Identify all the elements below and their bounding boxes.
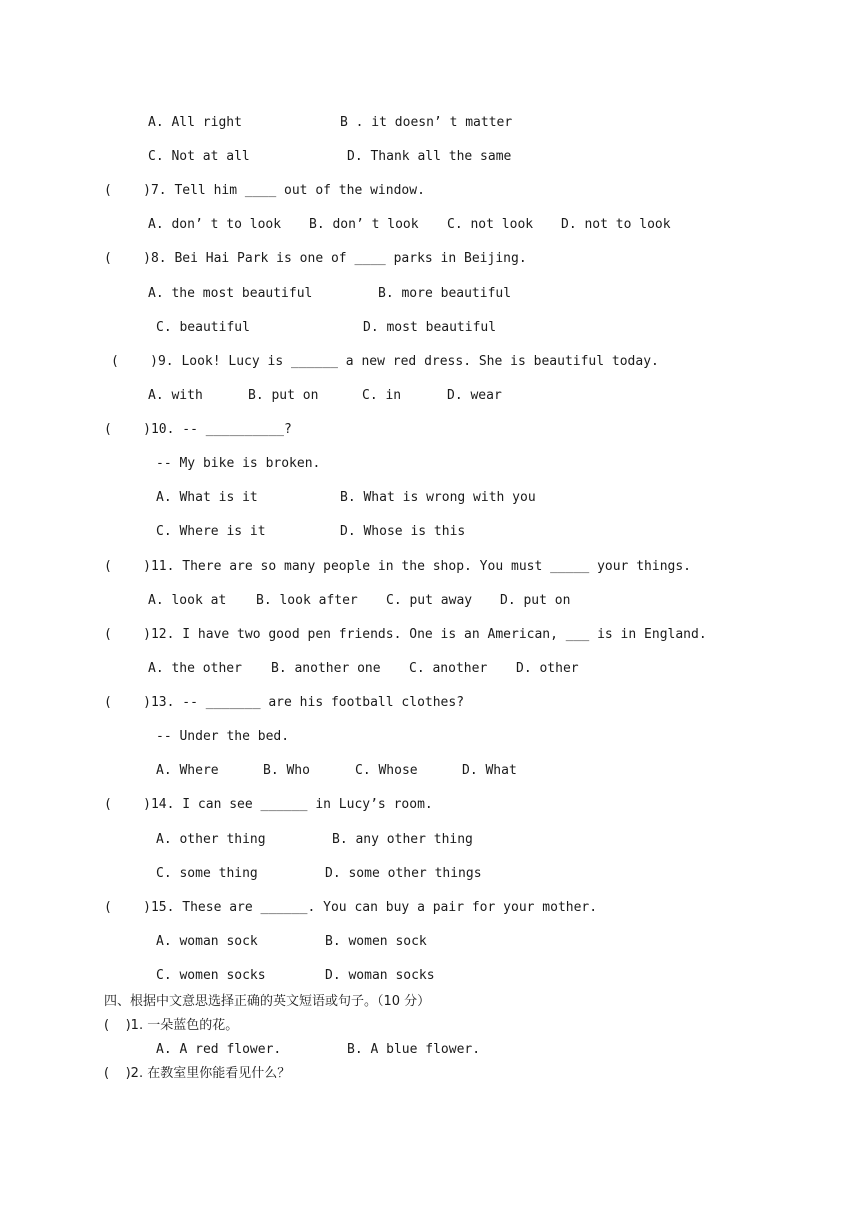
s4-q1-option-a: A. A red flower. <box>156 1042 282 1057</box>
q11-option-b: B. look after <box>256 593 358 608</box>
q13-option-b: B. Who <box>263 763 310 778</box>
q10-option-c: C. Where is it <box>156 524 266 539</box>
q13-stem: ( )13. -- _______ are his football clothes? <box>104 695 465 710</box>
q14-option-c: C. some thing <box>156 866 258 881</box>
q13-option-d: D. What <box>462 763 517 778</box>
q7-stem: ( )7. Tell him ____ out of the window. <box>104 183 425 198</box>
q11-stem: ( )11. There are so many people in the shop. You must _____ your things. <box>104 559 691 574</box>
q9-stem: ( )9. Look! Lucy is ______ a new red dress. She is beautiful today. <box>111 354 659 369</box>
s4-q1-stem: ( )1. 一朵蓝色的花。 <box>104 1018 239 1033</box>
q7-option-c: C. not look <box>447 217 534 232</box>
q8-option-a: A. the most beautiful <box>148 286 313 301</box>
q7-option-a: A. don’ t to look <box>148 217 282 232</box>
q8-stem: ( )8. Bei Hai Park is one of ____ parks in Beijing. <box>104 251 527 266</box>
q6-option-c: C. Not at all <box>148 149 250 164</box>
q9-option-b: B. put on <box>248 388 319 403</box>
q10-answer: -- My bike is broken. <box>156 456 321 471</box>
q12-option-c: C. another <box>409 661 488 676</box>
q12-option-a: A. the other <box>148 661 242 676</box>
s4-q1-option-b: B. A blue flower. <box>347 1042 481 1057</box>
s4-q2-stem: ( )2. 在教室里你能看见什么？ <box>104 1066 291 1081</box>
q8-option-d: D. most beautiful <box>363 320 497 335</box>
q7-option-d: D. not to look <box>561 217 671 232</box>
q15-option-d: D. woman socks <box>325 968 435 983</box>
q13-option-a: A. Where <box>156 763 219 778</box>
q12-option-d: D. other <box>516 661 579 676</box>
q15-stem: ( )15. These are ______. You can buy a pair for your mother. <box>104 900 598 915</box>
q7-option-b: B. don’ t look <box>309 217 419 232</box>
q14-option-d: D. some other things <box>325 866 482 881</box>
q6-option-a: A. All right <box>148 115 242 130</box>
q9-option-a: A. with <box>148 388 203 403</box>
q15-option-a: A. woman sock <box>156 934 258 949</box>
q12-stem: ( )12. I have two good pen friends. One is an American, ___ is in England. <box>104 627 707 642</box>
q11-option-a: A. look at <box>148 593 227 608</box>
q15-option-c: C. women socks <box>156 968 266 983</box>
q6-option-d: D. Thank all the same <box>347 149 512 164</box>
q15-option-b: B. women sock <box>325 934 427 949</box>
q6-option-b: B . it doesn’ t matter <box>340 115 513 130</box>
q14-stem: ( )14. I can see ______ in Lucy’s room. <box>104 797 433 812</box>
q10-option-d: D. Whose is this <box>340 524 466 539</box>
q14-option-a: A. other thing <box>156 832 266 847</box>
q8-option-b: B. more beautiful <box>378 286 512 301</box>
q10-option-a: A. What is it <box>156 490 258 505</box>
q14-option-b: B. any other thing <box>332 832 473 847</box>
q12-option-b: B. another one <box>271 661 381 676</box>
q9-option-d: D. wear <box>447 388 502 403</box>
q10-option-b: B. What is wrong with you <box>340 490 536 505</box>
q13-option-c: C. Whose <box>355 763 418 778</box>
q13-answer: -- Under the bed. <box>156 729 290 744</box>
q10-stem: ( )10. -- __________? <box>104 422 292 437</box>
q11-option-d: D. put on <box>500 593 571 608</box>
section-4-heading: 四、根据中文意思选择正确的英文短语或句子。（10 分） <box>104 994 431 1009</box>
q11-option-c: C. put away <box>386 593 473 608</box>
q9-option-c: C. in <box>362 388 402 403</box>
q8-option-c: C. beautiful <box>156 320 250 335</box>
